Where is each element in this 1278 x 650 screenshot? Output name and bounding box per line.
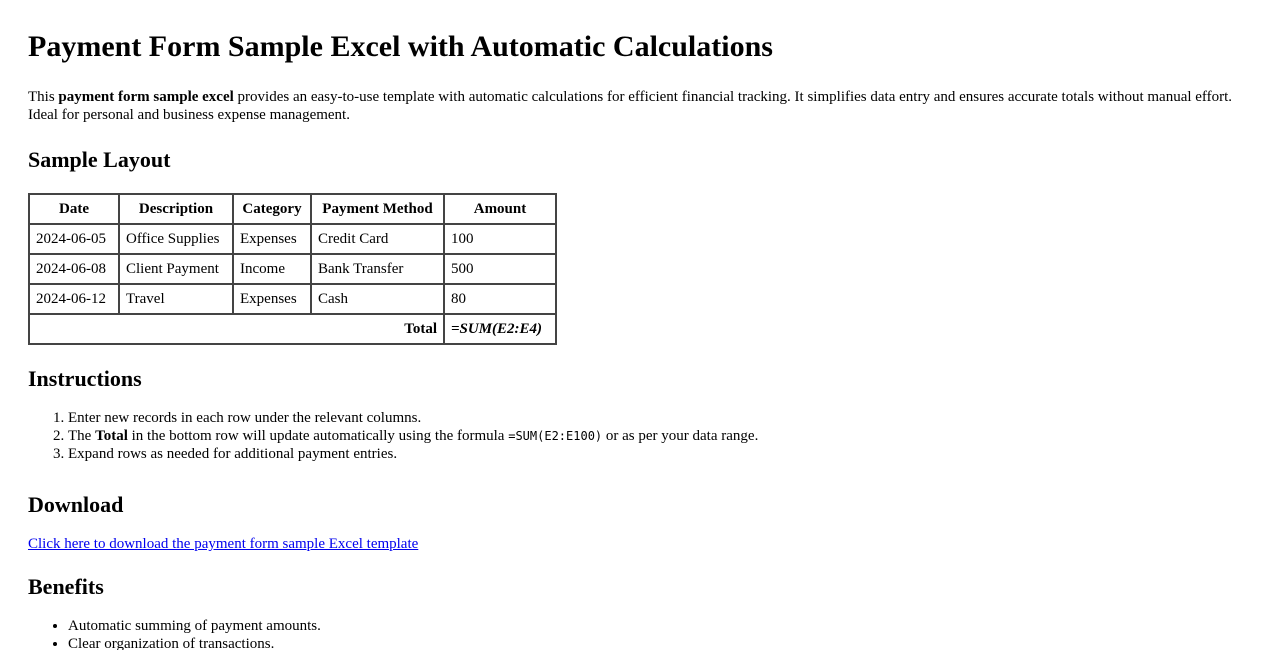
table-row <box>29 224 556 254</box>
cell-payment-method: Credit Card <box>311 224 444 254</box>
cell-date: 2024-06-08 <box>29 254 119 284</box>
cell-category: Income <box>233 254 311 284</box>
page-title: Payment Form Sample Excel with Automatic Calculations <box>28 30 773 63</box>
cell-description: Travel <box>119 284 233 314</box>
table-row <box>29 284 556 314</box>
download-template-link[interactable]: Click here to download the payment form sample Excel template <box>28 536 419 552</box>
total-formula: =SUM(E2:E4) <box>444 314 556 344</box>
cell-description: Client Payment <box>119 254 233 284</box>
cell-amount: 500 <box>444 254 556 284</box>
cell-category: Expenses <box>233 284 311 314</box>
formula-code: =SUM(E2:E100) <box>508 429 603 443</box>
column-header-amount: Amount <box>444 194 556 224</box>
sample-layout-heading: Sample Layout <box>28 147 171 172</box>
download-heading: Download <box>28 492 124 517</box>
instructions-heading: Instructions <box>28 366 142 391</box>
benefit-item: • Clear organization of transactions. <box>68 635 1250 650</box>
instruction-step: 1. Enter new records in each row under the relevant columns. <box>68 409 1250 427</box>
cell-payment-method: Bank Transfer <box>311 254 444 284</box>
column-header-description: Description <box>119 194 233 224</box>
column-header-payment-method: Payment Method <box>311 194 444 224</box>
benefits-heading: Benefits <box>28 574 104 599</box>
cell-payment-method: Cash <box>311 284 444 314</box>
download-paragraph <box>28 535 1250 553</box>
table-row <box>29 254 556 284</box>
benefit-item: • Automatic summing of payment amounts. <box>68 617 1250 635</box>
table-total-row <box>29 314 556 344</box>
instructions-list <box>28 409 1250 463</box>
intro-paragraph <box>28 88 1238 124</box>
cell-date: 2024-06-12 <box>29 284 119 314</box>
instruction-step: 3. Expand rows as needed for additional payment entries. <box>68 445 1250 463</box>
column-header-category: Category <box>233 194 311 224</box>
intro-text-end: provides an easy-to-use template with automatic calculations for efficient financial tracking. It simplifies data entry and ensures accurate totals without manual effort. Ideal for personal and business expense management. <box>28 89 1233 123</box>
cell-category: Expenses <box>233 224 311 254</box>
cell-amount: 100 <box>444 224 556 254</box>
step-keyword-total: Total <box>95 428 128 444</box>
step-text-start: The <box>68 428 96 444</box>
sample-payment-table <box>28 193 557 345</box>
intro-text-start: This <box>28 89 59 105</box>
cell-date: 2024-06-05 <box>29 224 119 254</box>
instruction-step <box>68 427 1250 445</box>
cell-description: Office Supplies <box>119 224 233 254</box>
table-header-row <box>29 194 556 224</box>
step-text-end: or as per your data range. <box>602 428 759 444</box>
total-label: Total <box>29 314 444 344</box>
intro-keyword: payment form sample excel <box>58 89 234 105</box>
column-header-date: Date <box>29 194 119 224</box>
benefits-list <box>28 617 1250 650</box>
step-text-middle: in the bottom row will update automatically using the formula <box>127 428 509 444</box>
cell-amount: 80 <box>444 284 556 314</box>
